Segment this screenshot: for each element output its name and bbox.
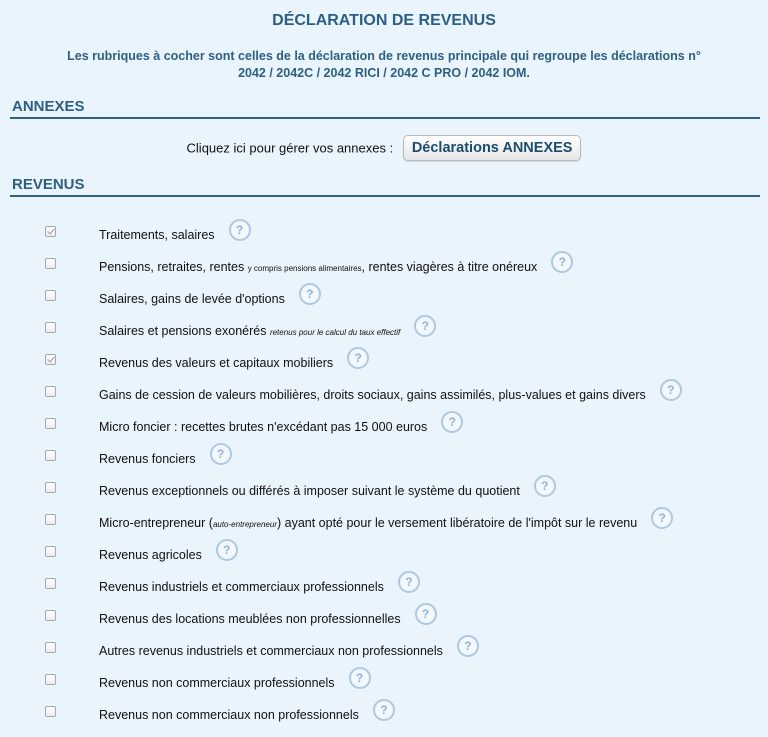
revenu-label-text: Autres revenus industriels et commerciaux non professionnels — [99, 644, 443, 658]
revenu-label-note: auto-entrepreneur — [212, 520, 277, 529]
help-icon[interactable]: ? — [210, 443, 232, 465]
revenu-checkbox[interactable] — [45, 546, 56, 557]
intro-text — [30, 48, 738, 82]
help-icon[interactable]: ? — [414, 315, 436, 337]
revenu-row — [0, 220, 768, 244]
revenu-row — [0, 412, 768, 436]
revenu-label-text: Micro-entrepreneur ( — [99, 516, 213, 530]
revenu-label — [99, 352, 369, 374]
revenu-checkbox[interactable] — [45, 482, 56, 493]
revenu-label-text: ) ayant opté pour le versement libératoire de l'impôt sur le revenu — [276, 516, 638, 530]
help-icon[interactable]: ? — [229, 219, 251, 241]
revenu-checkbox[interactable] — [45, 610, 56, 621]
revenu-label — [99, 448, 232, 470]
page-title: DÉCLARATION DE REVENUS — [272, 12, 496, 29]
annexes-divider — [10, 117, 760, 119]
help-icon[interactable]: ? — [373, 699, 395, 721]
revenu-label-text: Salaires et pensions exonérés — [99, 324, 270, 338]
intro-line-2: 2042 / 2042C / 2042 RICI / 2042 C PRO / 2042 IOM. — [238, 66, 530, 80]
annexes-prompt: Cliquez ici pour gérer vos annexes : — [186, 140, 394, 156]
help-icon[interactable]: ? — [551, 251, 573, 273]
revenu-row — [0, 700, 768, 724]
revenu-label-note: y compris pensions alimentaires — [247, 264, 362, 273]
revenu-row — [0, 540, 768, 564]
revenu-checkbox[interactable] — [45, 418, 56, 429]
revenu-label-text: Revenus des locations meublées non professionnelles — [99, 612, 401, 626]
revenu-label — [99, 384, 682, 406]
help-icon[interactable]: ? — [299, 283, 321, 305]
help-icon[interactable]: ? — [398, 571, 420, 593]
revenu-label — [99, 672, 371, 694]
revenu-row — [0, 444, 768, 468]
revenu-checkbox[interactable] — [45, 578, 56, 589]
revenu-row — [0, 284, 768, 308]
revenu-label — [99, 704, 395, 726]
revenu-label-text: Revenus industriels et commerciaux professionnels — [99, 580, 384, 594]
revenu-row — [0, 668, 768, 692]
revenu-label — [99, 608, 437, 630]
revenu-label-text: Salaires, gains de levée d'options — [99, 292, 285, 306]
revenu-row — [0, 508, 768, 532]
revenu-label — [99, 256, 573, 278]
revenu-label — [99, 512, 673, 534]
revenu-label-text: Pensions, retraites, rentes — [99, 260, 248, 274]
revenu-label — [99, 288, 321, 310]
help-icon[interactable]: ? — [457, 635, 479, 657]
revenu-label-note: retenus pour le calcul du taux effectif — [269, 328, 401, 337]
revenu-checkbox[interactable] — [45, 386, 56, 397]
revenu-row — [0, 604, 768, 628]
revenu-checkbox[interactable] — [45, 706, 56, 717]
annexes-section-title: ANNEXES — [12, 98, 85, 115]
revenu-row — [0, 316, 768, 340]
revenu-checkbox[interactable] — [45, 450, 56, 461]
revenu-row — [0, 572, 768, 596]
revenu-label-text: Revenus non commerciaux non professionnels — [99, 708, 359, 722]
revenu-label — [99, 320, 436, 342]
revenu-label — [99, 544, 238, 566]
declarations-annexes-button[interactable]: Déclarations ANNEXES — [403, 135, 582, 161]
revenu-label-text: , rentes viagères à titre onéreux — [361, 260, 538, 274]
revenu-checkbox[interactable] — [45, 354, 56, 365]
revenu-label — [99, 224, 251, 246]
help-icon[interactable]: ? — [415, 603, 437, 625]
help-icon[interactable]: ? — [441, 411, 463, 433]
revenu-row — [0, 380, 768, 404]
help-icon[interactable]: ? — [216, 539, 238, 561]
revenu-row — [0, 348, 768, 372]
revenu-row — [0, 476, 768, 500]
revenu-row — [0, 252, 768, 276]
revenu-label — [99, 480, 556, 502]
revenu-label-text: Revenus exceptionnels ou différés à imposer suivant le système du quotient — [99, 484, 520, 498]
revenu-label — [99, 640, 479, 662]
help-icon[interactable]: ? — [651, 507, 673, 529]
revenu-checkbox[interactable] — [45, 226, 56, 237]
revenu-label — [99, 576, 420, 598]
intro-line-1: Les rubriques à cocher sont celles de la déclaration de revenus principale qui regroupe les déclarations n° — [67, 49, 701, 63]
revenu-row — [0, 636, 768, 660]
revenus-section-title: REVENUS — [12, 176, 85, 193]
revenu-checkbox[interactable] — [45, 642, 56, 653]
revenu-label-text: Revenus agricoles — [99, 548, 202, 562]
help-icon[interactable]: ? — [660, 379, 682, 401]
revenu-label-text: Revenus non commerciaux professionnels — [99, 676, 335, 690]
help-icon[interactable]: ? — [347, 347, 369, 369]
revenu-label — [99, 416, 463, 438]
revenu-checkbox[interactable] — [45, 674, 56, 685]
annexes-row — [0, 135, 768, 161]
revenu-label-text: Gains de cession de valeurs mobilières, droits sociaux, gains assimilés, plus-values et gains divers — [99, 388, 646, 402]
help-icon[interactable]: ? — [349, 667, 371, 689]
revenus-divider — [10, 195, 760, 197]
revenu-checkbox[interactable] — [45, 514, 56, 525]
help-icon[interactable]: ? — [534, 475, 556, 497]
revenu-label-text: Traitements, salaires — [99, 228, 215, 242]
revenu-checkbox[interactable] — [45, 290, 56, 301]
revenu-label-text: Revenus des valeurs et capitaux mobiliers — [99, 356, 334, 370]
revenu-label-text: Micro foncier : recettes brutes n'excédant pas 15 000 euros — [99, 420, 428, 434]
revenu-label-text: Revenus fonciers — [99, 452, 196, 466]
revenu-checkbox[interactable] — [45, 258, 56, 269]
revenu-checkbox[interactable] — [45, 322, 56, 333]
